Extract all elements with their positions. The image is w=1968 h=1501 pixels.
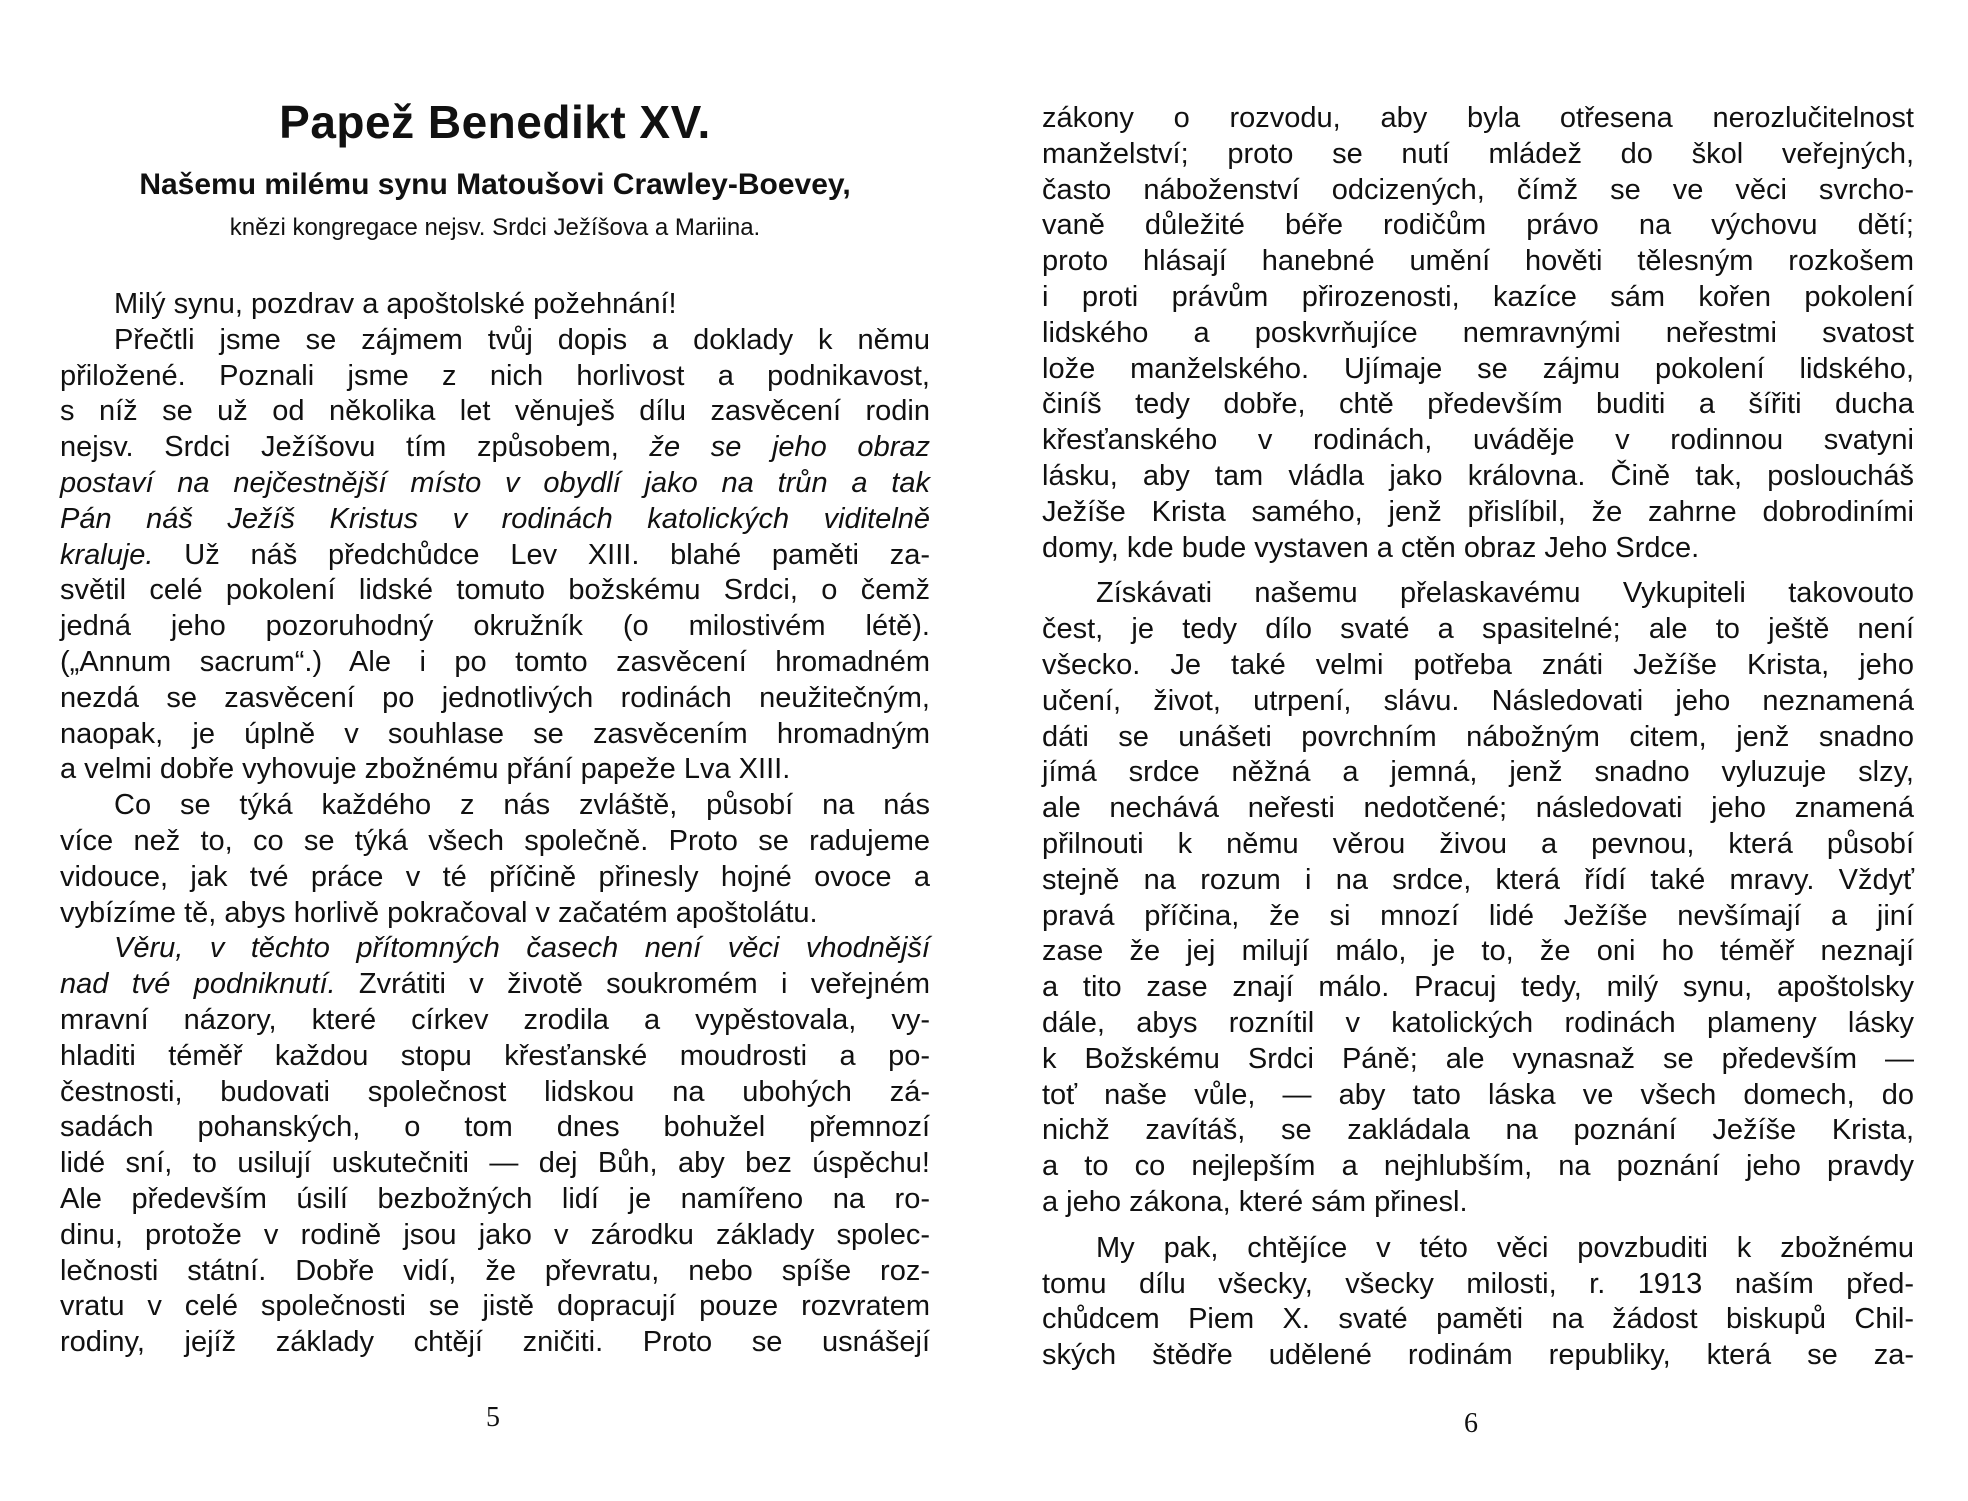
text-segment: zase že jej milují málo, je to, že oni ho téměř neznají: [1042, 935, 1914, 968]
italic-text: že se jeho obraz: [649, 431, 930, 464]
text-line: [1042, 1185, 1914, 1221]
text-segment: zákony o rozvodu, aby byla otřesena nerozlučitelnost: [1042, 102, 1914, 134]
text-line: [60, 824, 930, 860]
text-segment: ale nechává neřesti nedotčené; následovati jeho znamená: [1042, 792, 1914, 825]
text-line: [1042, 244, 1914, 280]
text-segment: často náboženství odcizených, čímž se ve věci svrcho-: [1042, 173, 1914, 206]
text-line: [60, 502, 930, 538]
text-segment: a jeho zákona, které sám přinesl.: [1042, 1185, 1468, 1218]
text-segment: čestnosti, budovati společnost lidskou na ubohých zá-: [60, 1075, 930, 1108]
text-line: [1042, 1006, 1914, 1042]
text-line: [1042, 863, 1914, 899]
text-line: [1042, 423, 1914, 459]
text-segment: dále, abys roznítil v katolických rodinách plameny lásky: [1042, 1006, 1914, 1039]
text-line: [60, 538, 930, 574]
text-line: [1042, 648, 1914, 684]
text-segment: naopak, je úplně v souhlase se zasvěcením hromadným: [60, 717, 930, 750]
text-segment: tomu dílu všecky, všecky milosti, r. 1913 naším před-: [1042, 1267, 1914, 1300]
page-title: Papež Benedikt XV.: [279, 96, 711, 148]
text-line: [1042, 1231, 1914, 1267]
text-line: [1042, 1042, 1914, 1078]
text-segment: jímá srdce něžná a jemná, jenž snadno vyluzuje slzy,: [1042, 756, 1914, 789]
text-segment: lidského a poskvrňujíce nemravnými neřestmi svatost: [1042, 316, 1914, 349]
text-line: [60, 323, 930, 359]
text-line: [60, 287, 930, 323]
text-segment: Už náš předchůdce Lev XIII. blahé paměti za-: [153, 538, 930, 571]
text-segment: čest, je tedy dílo svaté a spasitelné; ale to ještě není: [1042, 613, 1914, 646]
addressee-subline: knězi kongregace nejsv. Srdci Ježíšova a Mariina.: [229, 214, 761, 241]
text-line: [1042, 1267, 1914, 1303]
text-line: [60, 967, 930, 1003]
text-segment: Ale především úsilí bezbožných lidí je namířeno na ro-: [60, 1182, 930, 1215]
text-line: [1042, 316, 1914, 352]
text-line: [1042, 970, 1914, 1006]
text-segment: činíš tedy dobře, chtě především buditi a šířiti ducha: [1042, 388, 1914, 421]
text-segment: s níž se už od několika let věnuješ dílu zasvěcení rodin: [60, 395, 930, 428]
text-segment: Co se týká každého z nás zvláště, působí na nás: [114, 789, 930, 822]
text-segment: nezdá se zasvěcení po jednotlivých rodinách neužitečným,: [60, 681, 930, 714]
text-line: [1042, 576, 1914, 612]
text-line: [60, 1110, 930, 1146]
italic-text: nad tvé podniknutí.: [60, 968, 336, 1001]
text-segment: stejně na rozum i na srdce, která řídí také mravy. Vždyť: [1042, 863, 1914, 896]
text-segment: toť naše vůle, — aby tato láska ve všech domech, do: [1042, 1078, 1914, 1111]
text-segment: i proti právům přirozenosti, kazíce sám kořen pokolení: [1042, 280, 1914, 313]
text-segment: přilnouti k němu věrou živou a pevnou, která působí: [1042, 827, 1914, 860]
text-line: [1042, 173, 1914, 209]
text-line: [1042, 531, 1914, 567]
text-segment: Získávati našemu přelaskavému Vykupiteli takovouto: [1096, 577, 1914, 610]
italic-text: Pán náš Ježíš Kristus v rodinách katolických viditelně: [60, 502, 930, 535]
text-segment: vybízíme tě, abys horlivě pokračoval v začatém apoštolátu.: [60, 896, 818, 929]
text-segment: domy, kde bude vystaven a ctěn obraz Jeho Srdce.: [1042, 531, 1700, 564]
text-segment: pravá příčina, že si mnozí lidé Ježíše nevšímají a jiní: [1042, 899, 1914, 932]
text-line: [60, 1182, 930, 1218]
text-line: [1042, 459, 1914, 495]
text-line: [60, 860, 930, 896]
addressee-line: Našemu milému synu Matoušovi Crawley-Boevey,: [139, 168, 851, 201]
text-segment: ských štědře udělené rodinám republiky, která se za-: [1042, 1339, 1914, 1372]
page-number: 6: [1464, 1408, 1478, 1439]
page-number: 5: [486, 1402, 500, 1433]
text-line: [60, 788, 930, 824]
text-line: [60, 681, 930, 717]
text-segment: všecko. Je také velmi potřeba znáti Ježíše Krista, jeho: [1042, 648, 1914, 681]
text-line: [60, 1254, 930, 1290]
text-line: [60, 1289, 930, 1325]
text-segment: světil celé pokolení lidské tomuto božskému Srdci, o čemž: [60, 574, 930, 607]
text-segment: křesťanského v rodinách, uváděje v rodinnou svatyni: [1042, 424, 1914, 457]
text-segment: lože manželského. Ujímaje se zájmu pokolení lidského,: [1042, 352, 1914, 385]
text-line: [60, 609, 930, 645]
text-segment: dinu, protože v rodině jsou jako v zárodku základy spolec-: [60, 1218, 930, 1251]
text-line: [60, 430, 930, 466]
right-page: [1042, 0, 1914, 1501]
text-line: [60, 896, 930, 932]
text-line: [1042, 387, 1914, 423]
text-segment: a to co nejlepším a nejhlubším, na poznání jeho pravdy: [1042, 1150, 1914, 1183]
text-line: [1042, 352, 1914, 388]
text-line: [60, 573, 930, 609]
italic-text: postaví na nejčestnější místo v obydlí jako na trůn a tak: [60, 466, 930, 499]
text-line: [1042, 934, 1914, 970]
text-segment: proto hlásají hanebné umění hověti tělesným rozkošem: [1042, 245, 1914, 278]
text-line: [1042, 720, 1914, 756]
text-line: [60, 394, 930, 430]
text-line: [60, 752, 930, 788]
text-segment: nichž zavítáš, se zakládala na poznání Ježíše Krista,: [1042, 1114, 1914, 1147]
text-segment: Ježíše Krista samého, jenž přislíbil, že zahrne dobrodiními: [1042, 495, 1914, 528]
text-line: [1042, 495, 1914, 531]
text-line: [60, 1003, 930, 1039]
italic-text: kraluje.: [60, 538, 154, 571]
text-segment: a tito zase znají málo. Pracuj tedy, milý synu, apoštolsky: [1042, 971, 1914, 1004]
text-segment: mravní názory, které církev zrodila a vypěstovala, vy-: [60, 1003, 930, 1036]
text-line: [60, 1218, 930, 1254]
text-segment: („Annum sacrum“.) Ale i po tomto zasvěcení hromadném: [60, 645, 930, 678]
text-line: [60, 1146, 930, 1182]
text-segment: Zvrátiti v životě soukromém i veřejném: [335, 968, 930, 1001]
text-line: [60, 717, 930, 753]
text-segment: dáti se unášeti povrchním nábožným citem, jenž snadno: [1042, 720, 1914, 753]
left-page: [60, 0, 930, 1501]
text-line: [60, 1039, 930, 1075]
text-line: [1042, 791, 1914, 827]
text-line: [60, 359, 930, 395]
text-segment: vratu v celé společnosti se jistě dopracují pouze rozvratem: [60, 1290, 930, 1323]
text-line: [1042, 827, 1914, 863]
text-line: [1042, 1078, 1914, 1114]
text-line: [60, 931, 930, 967]
text-line: [1042, 1302, 1914, 1338]
text-segment: jedná jeho pozoruhodný okružník (o milostivém létě).: [60, 610, 930, 643]
text-line: [1042, 1149, 1914, 1185]
text-segment: Milý synu, pozdrav a apoštolské požehnání!: [114, 288, 677, 320]
text-line: [1042, 684, 1914, 720]
text-line: [1042, 101, 1914, 137]
text-line: [1042, 755, 1914, 791]
text-line: [60, 466, 930, 502]
text-segment: více než to, co se týká všech společně. Proto se radujeme: [60, 824, 930, 857]
text-line: [60, 1325, 930, 1361]
text-segment: a velmi dobře vyhovuje zbožnému přání papeže Lva XIII.: [60, 753, 791, 786]
text-line: [60, 645, 930, 681]
text-segment: nejsv. Srdci Ježíšovu tím způsobem,: [60, 431, 650, 464]
text-line: [1042, 612, 1914, 648]
right-body-text: [1042, 101, 1914, 1374]
text-segment: lečnosti státní. Dobře vidí, že převratu, nebo spíše roz-: [60, 1254, 930, 1287]
text-line: [1042, 1338, 1914, 1374]
text-segment: hladiti téměř každou stopu křesťanské moudrosti a po-: [60, 1039, 930, 1072]
text-segment: vaně důležité béře rodičům právo na výchovu dětí;: [1042, 209, 1914, 242]
text-line: [1042, 1113, 1914, 1149]
text-segment: Přečtli jsme se zájmem tvůj dopis a doklady k němu: [114, 323, 930, 356]
italic-text: Věru, v těchto přítomných časech není věci vhodnější: [114, 932, 930, 965]
text-segment: učení, život, utrpení, slávu. Následovati jeho neznamená: [1042, 684, 1914, 717]
text-segment: rodiny, jejíž základy chtějí zničiti. Proto se usnášejí: [60, 1326, 930, 1359]
text-segment: sadách pohanských, o tom dnes bohužel přemnozí: [60, 1111, 930, 1144]
text-segment: chůdcem Piem X. svaté paměti na žádost biskupů Chil-: [1042, 1303, 1914, 1336]
text-segment: přiložené. Poznali jsme z nich horlivost a podnikavost,: [60, 359, 930, 392]
text-segment: lidé sní, to usilují uskutečniti — dej Bůh, aby bez úspěchu!: [60, 1147, 930, 1180]
text-segment: k Božskému Srdci Páně; ale vynasnaž se především —: [1042, 1042, 1914, 1075]
text-segment: vidouce, jak tvé práce v té příčině přinesly hojné ovoce a: [60, 860, 930, 893]
text-line: [1042, 280, 1914, 316]
text-line: [1042, 899, 1914, 935]
text-segment: manželství; proto se nutí mládež do škol veřejných,: [1042, 137, 1914, 170]
text-segment: My pak, chtějíce v této věci povzbuditi k zbožnému: [1096, 1231, 1914, 1264]
text-line: [1042, 137, 1914, 173]
left-body-text: [60, 287, 930, 1361]
text-segment: lásku, aby tam vládla jako královna. Čině tak, posloucháš: [1042, 459, 1914, 492]
text-line: [1042, 208, 1914, 244]
text-line: [60, 1075, 930, 1111]
